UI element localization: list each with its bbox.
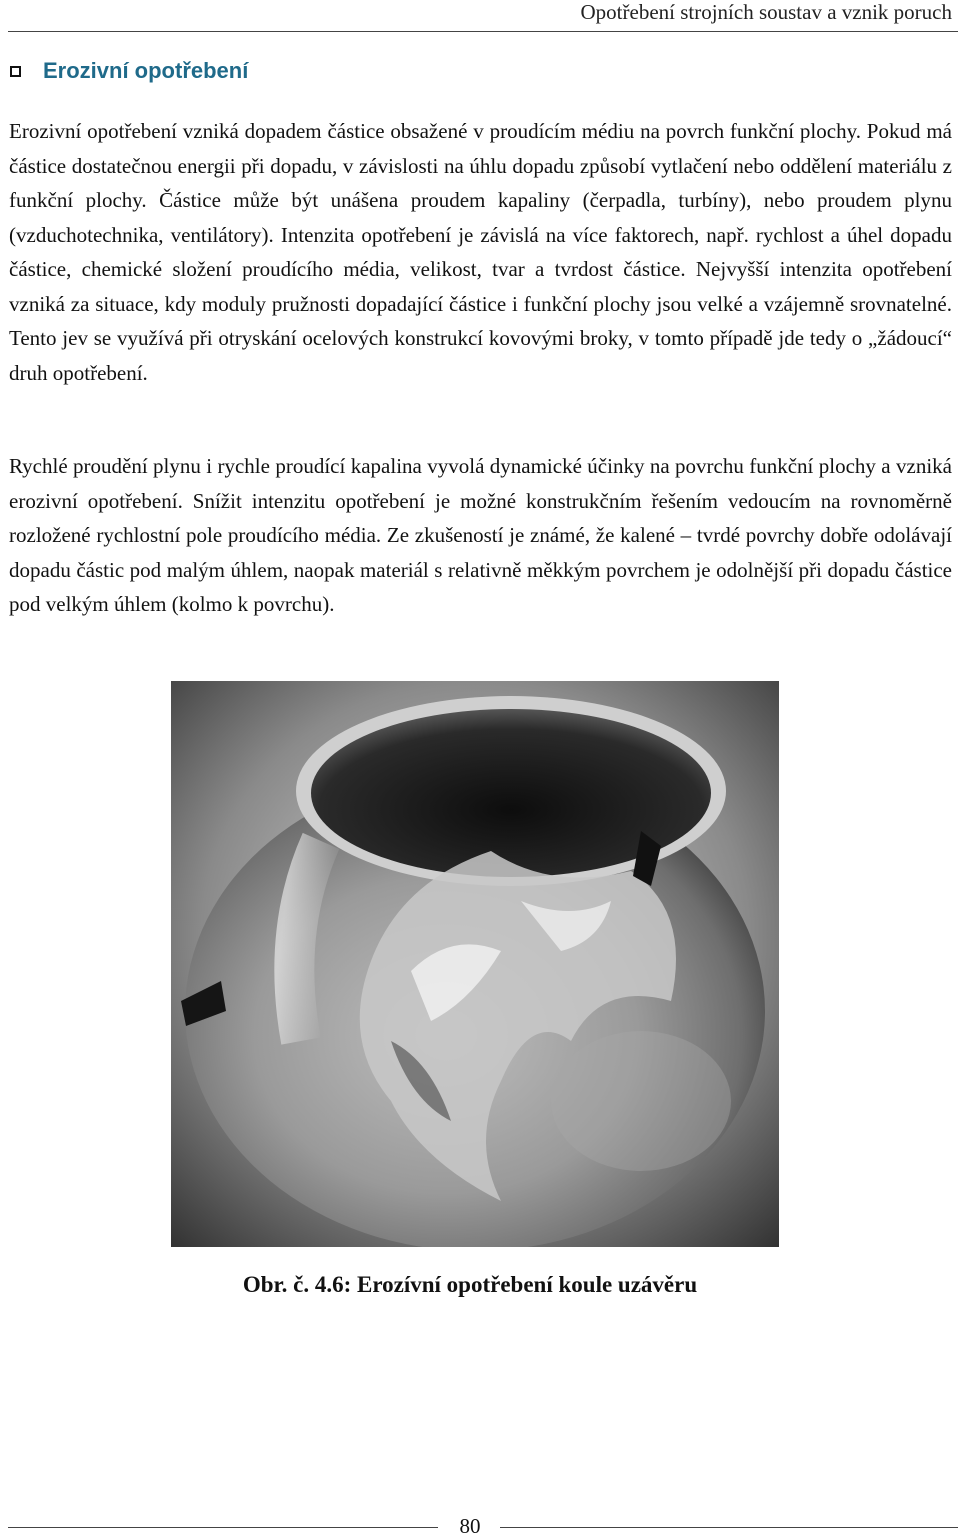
page-number: 80 <box>459 1514 481 1538</box>
valve-ball-photo <box>171 681 779 1247</box>
paragraph-2: Rychlé proudění plynu i rychle proudící kapalina vyvolá dynamické účinky na povrchu funkční plochy a vzniká erozivní opotřebení. Snížit intenzitu opotřebení je možné konstrukčním řešením vedoucím na rovnoměrně rozložené rychlostní pole proudícího média. Ze zkušeností je známé, že kalené – tvrdé povrchy dobře odolávají dopadu částic pod malým úhlem, naopak materiál s relativně měkkým povrchem je odolnější při dopadu částice pod velkým úhlem (kolmo k povrchu). <box>9 454 952 616</box>
running-header: Opotřebení strojních soustav a vznik poruch <box>580 0 952 24</box>
figure-caption: Obr. č. 4.6: Erozívní opotřebení koule uzávěru <box>242 1272 698 1297</box>
figure-eroded-valve-ball <box>171 681 779 1247</box>
footer-rule-right <box>500 1527 958 1528</box>
section-heading <box>10 58 248 84</box>
checkbox-bullet-icon <box>10 66 21 77</box>
section-title: Erozivní opotřebení <box>43 58 249 83</box>
header-rule <box>8 31 958 32</box>
paragraph-1: Erozivní opotřebení vzniká dopadem částice obsažené v proudícím médiu na povrch funkční plochy. Pokud má částice dostatečnou energii při dopadu, v závislosti na úhlu dopadu způsobí vytlačení nebo oddělení materiálu z funkční plochy. Částice může být unášena proudem kapaliny (čerpadla, turbíny), nebo proudem plynu (vzduchotechnika, ventilátory). Intenzita opotřebení je závislá na více faktorech, např. rychlost a úhel dopadu částice, chemické složení proudícího média, velikost, tvar a tvrdost částice. Nejvyšší intenzita opotřebení vzniká za situace, kdy moduly pružnosti dopadající částice i funkční plochy jsou velké a vzájemně srovnatelné. Tento jev se využívá při otryskání ocelových konstrukcí kovovými broky, v tomto případě jde tedy o „žádoucí“ druh opotřebení. <box>9 119 952 385</box>
footer-rule-left <box>8 1527 438 1528</box>
